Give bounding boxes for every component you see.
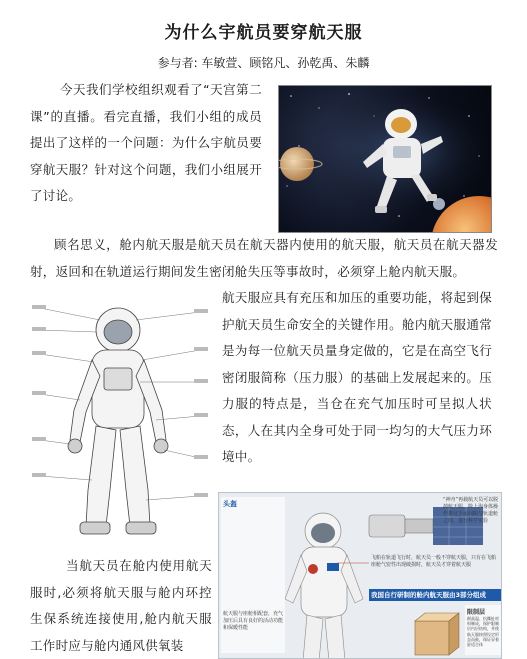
infographic-banner: 我国自行研制的舱内航天服由3部分组成: [371, 591, 487, 599]
infographic-header-right: “神舟”再载航天员可以脱掉航天服，除上海身体操作推这手运回陷与轨道舱之间，进行科学实验: [443, 497, 499, 524]
infographic-right-text: 耐高温、抗撕扯材料制成，保护限制层内层结构，并使航天服按照设定形态而鼓，保证穿着舒适合体: [467, 616, 499, 648]
page-title: 为什么宇航员要穿航天服: [164, 23, 363, 43]
paragraph-definition: 顾名思义，舱内航天服是航天员在航天器内使用的航天服，航天员在航天器发射，返回和在轨道运行期间发生密闭舱失压等事故时，必须穿上舱内航天服。: [30, 237, 498, 279]
spacesuit-infographic: [218, 492, 502, 659]
paragraph-intro: 今天我们学校组织观看了“天宫第二课”的直播。看完直播，我们小组的成员提出了这样的一个问题：为什么宇航员要穿航天服？针对这个问题，我们小组展开了讨论。: [30, 82, 262, 203]
spacesuit-diagram: [30, 290, 210, 546]
paragraph-function: 航天服应具有充压和加压的重要功能，将起到保护航天员生命安全的关键作用。舱内航天服通常是为每一位航天员量身定做的，它是在高空飞行密闭服简称（压力服）的基础上发展起来的。压力服的特点是，当仓在充气加压时可呈拟人状态，人在其内全身可处于同一均匀的大气压力环境中。: [222, 290, 492, 464]
infographic-header-left: 头盔: [223, 500, 237, 508]
astronaut-in-space-photo: [278, 85, 492, 233]
authors-line: 参与者: 车敏萱、顾铭凡、孙乾禹、朱麟: [157, 56, 370, 70]
infographic-left-text: 航天服与座舱相配套，充气加压后具有良好的活动功能和保暖性能: [223, 611, 284, 631]
paragraph-usage: 当航天员在舱内使用航天服时,必须将航天服与舱内环控生保系统连接使用,舱内航天服工作时应与舱内通风供氧装: [30, 558, 212, 653]
infographic-middle-note: 飞船在轨道飞行时，航天员一般不穿航天服，只有在飞船座舱气密性出现破损时，航天员才穿着航天服: [371, 555, 497, 568]
infographic-right-label: 限制层: [467, 609, 486, 616]
